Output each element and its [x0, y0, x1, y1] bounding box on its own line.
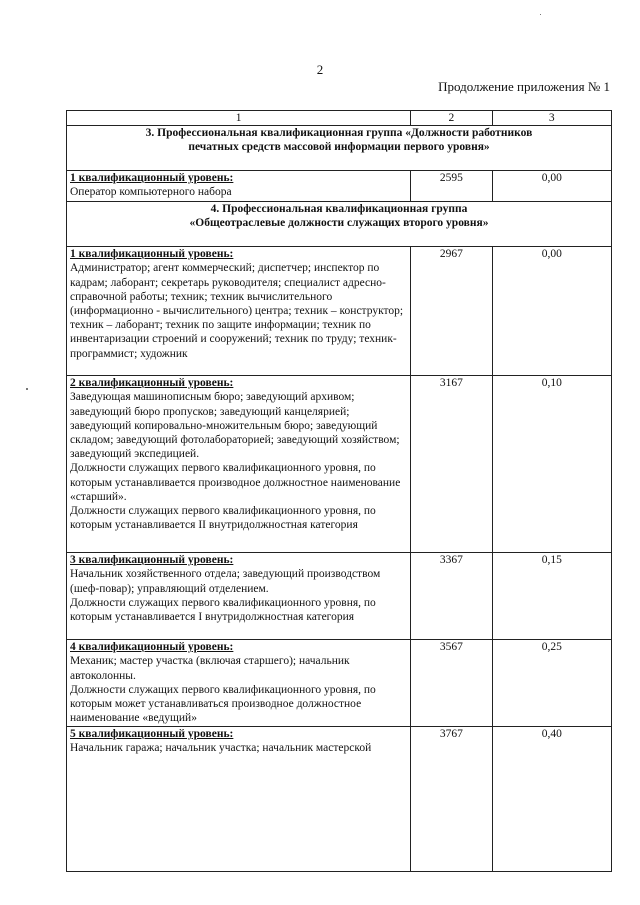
- level-title: 1 квалификационный уровень:: [70, 172, 234, 185]
- group-4-title-line1: 4. Профессиональная квалификационная группа: [210, 203, 468, 216]
- page-number: 2: [316, 62, 324, 77]
- table-row: [67, 247, 612, 376]
- level-text-3: Должности служащих первого квалификационного уровня, по которым устанавливается II внутридолжностная категория: [70, 505, 376, 532]
- salary-value: 2595: [411, 171, 492, 202]
- scan-speck: [26, 388, 28, 390]
- group-3-level-1-desc: [67, 171, 411, 202]
- level-text: Начальник хозяйственного отдела; заведующий производством (шеф-повар); управляющий отделением.: [70, 568, 381, 595]
- level-text: Механик; мастер участка (включая старшего); начальник автоколонны.: [70, 655, 350, 682]
- level-title: 4 квалификационный уровень:: [70, 641, 234, 654]
- level-text: Администратор; агент коммерческий; диспетчер; инспектор по кадрам; лаборант; секретарь руководителя; специалист адресно-справочной работы; техник; техник вычислительного (информационно - вычислительного) центра; техник – конструктор; техник – лаборант; техник по защите информации; техник по инвентаризации строений и сооружений; техник по труду; техник-программист; художник: [70, 262, 404, 360]
- coefficient-value: 0,40: [492, 727, 611, 872]
- table-row: [67, 553, 612, 640]
- salary-value: 3367: [411, 553, 492, 640]
- group-4-level-1-desc: [67, 247, 411, 376]
- header-col-3: 3: [492, 111, 611, 126]
- table-row: [67, 727, 612, 872]
- salary-value: 3167: [411, 376, 492, 553]
- table-row: [67, 640, 612, 727]
- level-title: 3 квалификационный уровень:: [70, 554, 234, 567]
- coefficient-value: 0,00: [492, 171, 611, 202]
- group-4-level-3-desc: [67, 553, 411, 640]
- salary-value: 2967: [411, 247, 492, 376]
- group-3-title-line1: 3. Профессиональная квалификационная группа «Должности работников: [145, 127, 533, 140]
- group-3-title: [67, 126, 612, 171]
- level-title: 2 квалификационный уровень:: [70, 377, 234, 390]
- group-3-title-line2: печатных средств массовой информации первого уровня»: [188, 141, 490, 154]
- level-title: 1 квалификационный уровень:: [70, 248, 234, 261]
- level-text-2: Должности служащих первого квалификационного уровня, по которым может устанавливаться производное должностное наименование «ведущий»: [70, 683, 376, 725]
- scan-speck: [540, 14, 541, 15]
- level-text: Начальник гаража; начальник участка; начальник мастерской: [70, 742, 372, 755]
- coefficient-value: 0,00: [492, 247, 611, 376]
- group-4-title-line2: «Общеотраслевые должности служащих второго уровня»: [189, 217, 489, 230]
- coefficient-value: 0,10: [492, 376, 611, 553]
- header-col-1: 1: [67, 111, 411, 126]
- group-4-row: [67, 202, 612, 247]
- level-title: 5 квалификационный уровень:: [70, 728, 234, 741]
- group-3-row: [67, 126, 612, 171]
- level-text: Оператор компьютерного набора: [70, 186, 232, 199]
- salary-table: [66, 110, 612, 872]
- group-4-level-5-desc: [67, 727, 411, 872]
- level-text-2: Должности служащих первого квалификационного уровня, по которым устанавливается производное должностное наименование «старший».: [70, 462, 401, 503]
- table-row: [67, 376, 612, 553]
- level-text: Заведующая машинописным бюро; заведующий архивом; заведующий бюро пропусков; заведующий канцелярией; заведующий копировально-множительным бюро; заведующий складом; заведующий фотолабораторией; заведующий хозяйством; заведующий экспедицией.: [70, 391, 400, 461]
- table-header-row: [67, 111, 612, 126]
- header-col-2: 2: [411, 111, 492, 126]
- table-row: [67, 171, 612, 202]
- group-4-title: [67, 202, 612, 247]
- salary-value: 3567: [411, 640, 492, 727]
- salary-value: 3767: [411, 727, 492, 872]
- continuation-note: Продолжение приложения № 1: [438, 79, 610, 94]
- level-text-2: Должности служащих первого квалификационного уровня, по которым устанавливается I внутридолжностная категория: [70, 596, 376, 624]
- group-4-level-2-desc: [67, 376, 411, 553]
- coefficient-value: 0,15: [492, 553, 611, 640]
- coefficient-value: 0,25: [492, 640, 611, 727]
- group-4-level-4-desc: [67, 640, 411, 727]
